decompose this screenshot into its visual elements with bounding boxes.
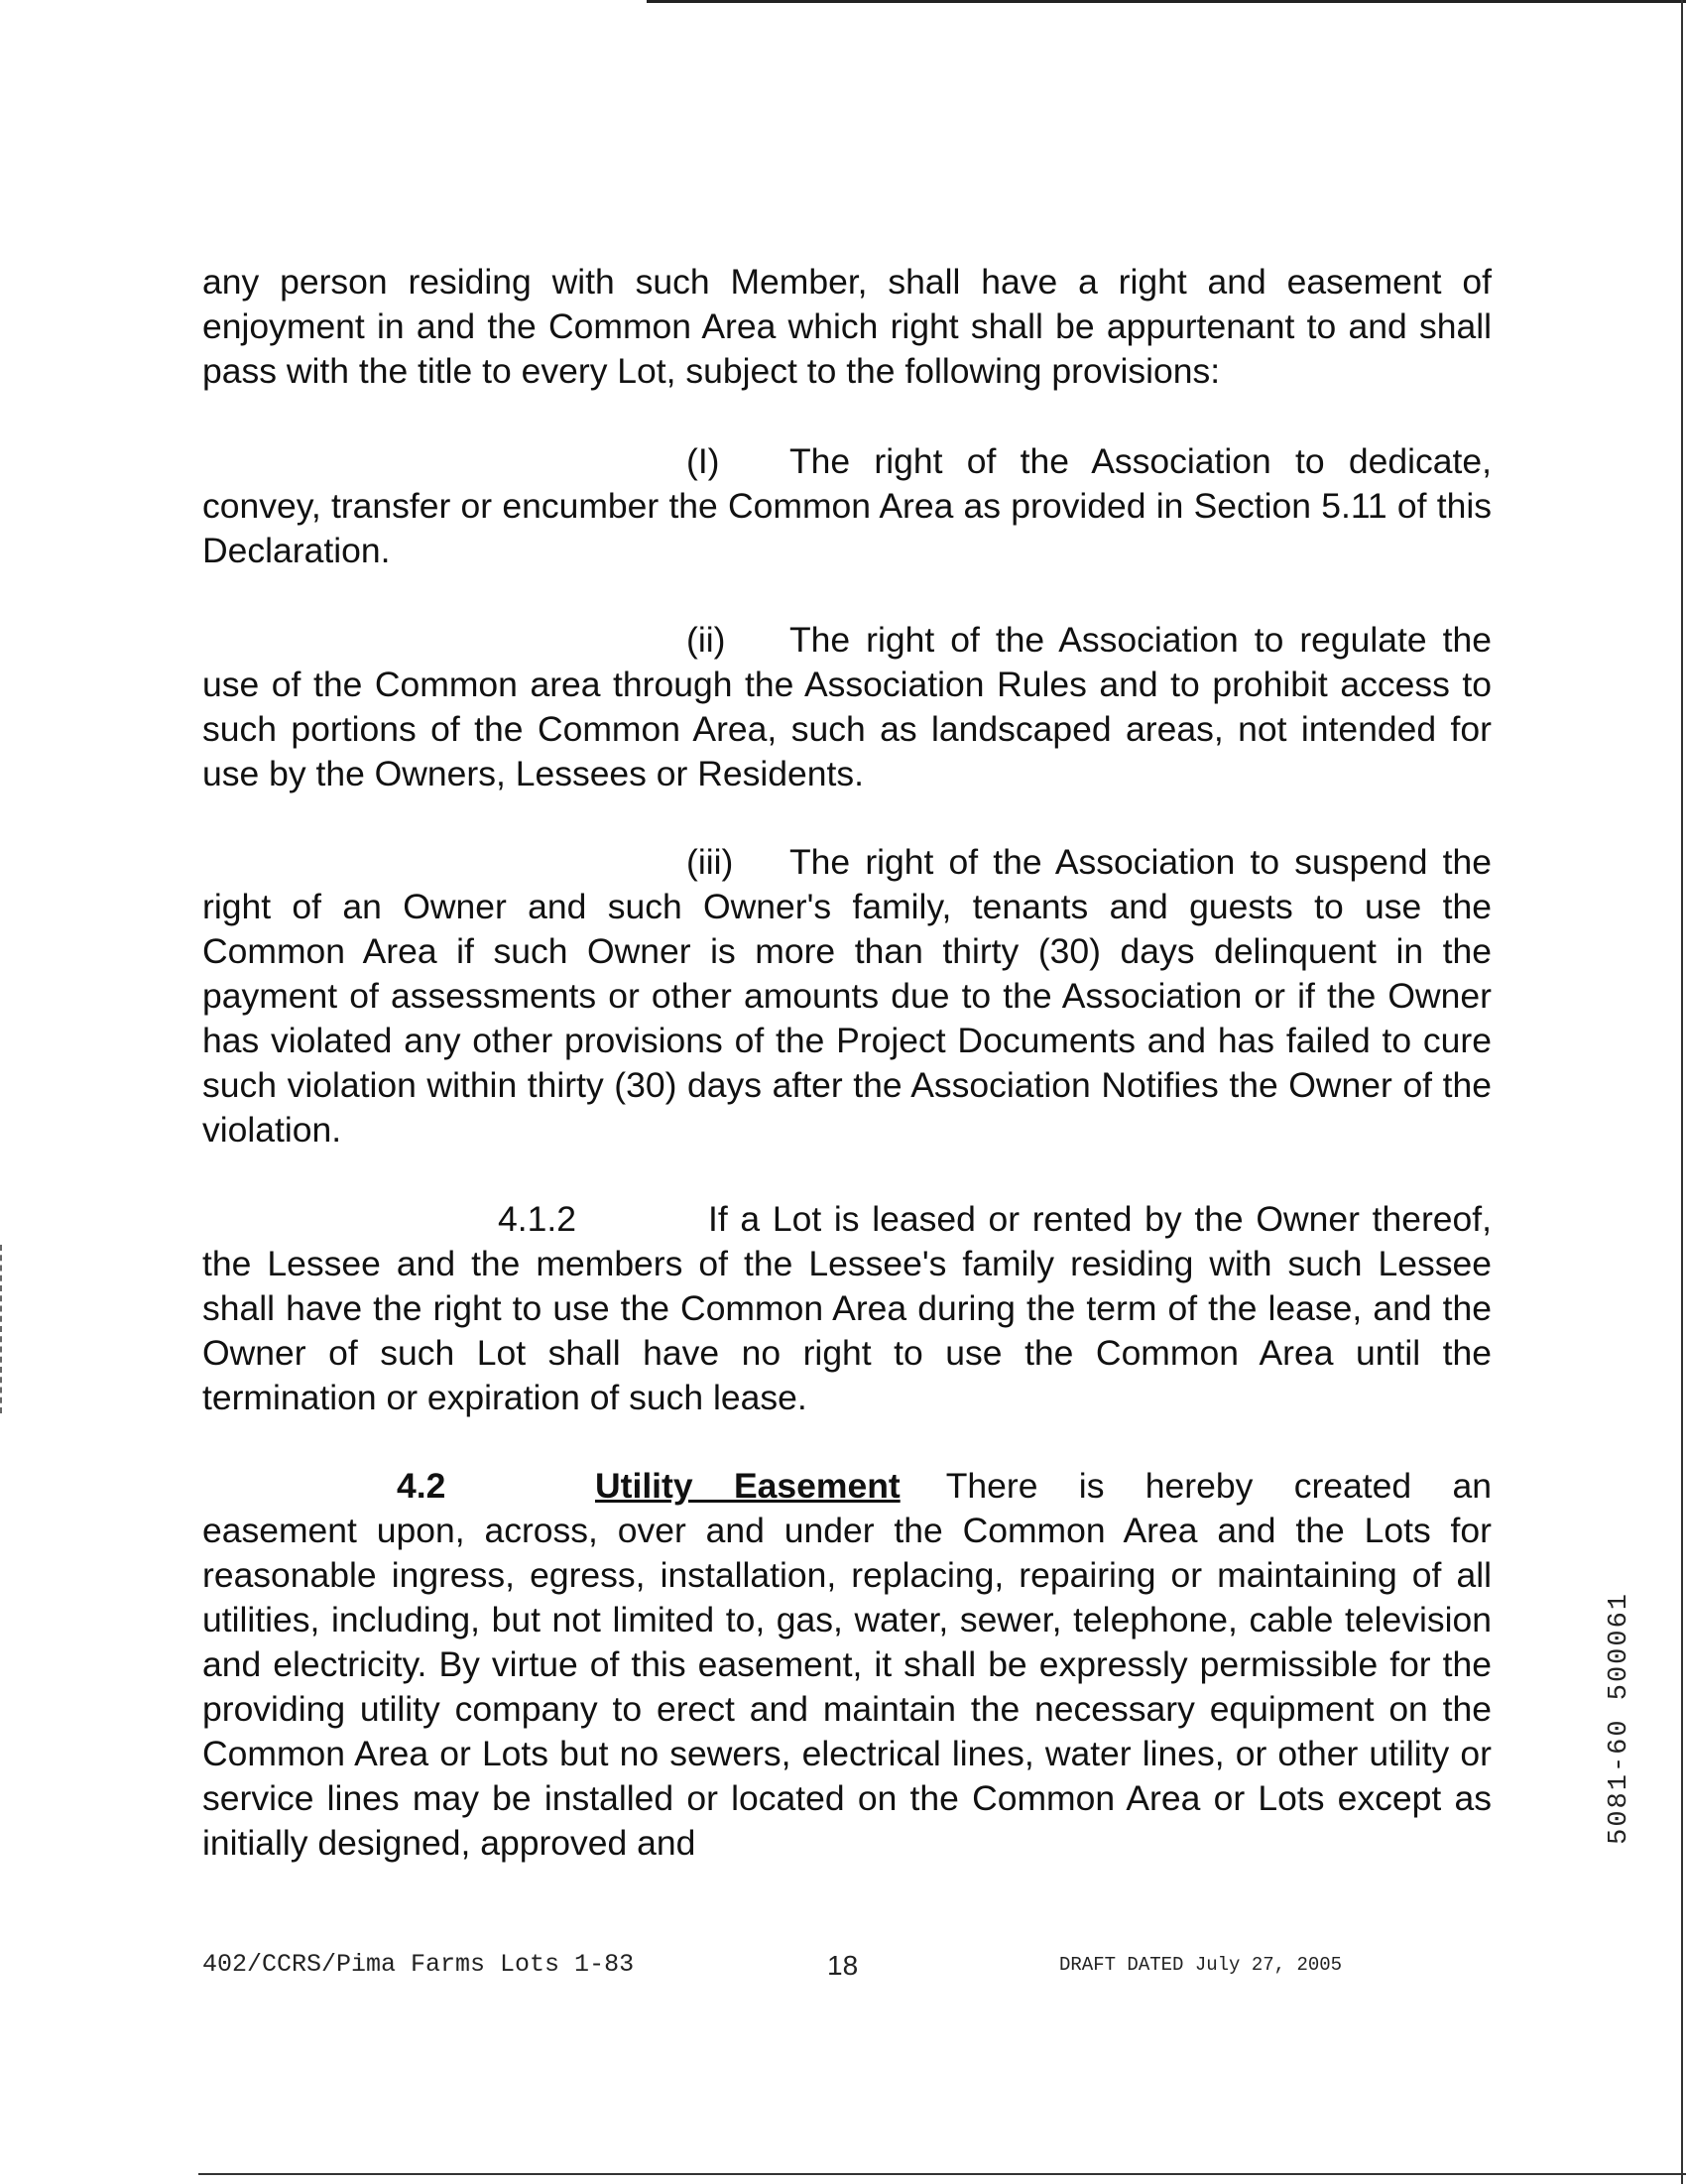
footer-document-ref: 402/CCRS/Pima Farms Lots 1-83 (202, 1950, 635, 1979)
section-4-1-2-number: 4.1.2 (498, 1199, 576, 1239)
provision-i (202, 439, 1492, 573)
section-4-2 (202, 1464, 1492, 1866)
footer-draft-date: DRAFT DATED July 27, 2005 (1059, 1954, 1343, 1976)
intro-paragraph (202, 260, 1492, 394)
section-4-2-title: Utility Easement (595, 1466, 901, 1506)
footer-page-number: 18 (827, 1950, 859, 1981)
section-4-2-number: 4.2 (397, 1466, 446, 1506)
provision-iii-marker: (iii) (686, 842, 734, 882)
section-4-2-text: There is hereby created an easement upon, across, over and under the Common Area and the Lots for reasonable ingress, egress, installation, replacing, repairing or maintaining of all utilities, including, but not limited to, gas, water, sewer, telephone, cable television and electricity. By virtue of this easement, it shall be expressly permissible for the providing utility company to erect and maintain the necessary equipment on the Common Area or Lots but no sewers, electrical lines, water lines, or other utility or service lines may be installed or located on the Common Area or Lots except as initially designed, approved and (202, 1466, 1492, 1863)
provision-iii-text: The right of the Association to suspend the right of an Owner and such Owner's family, tenants and guests to use the Common Area if such Owner is more than thirty (30) days delinquent in the payment of assessments or other amounts due to the Association or if the Owner has violated any other provisions of the Project Documents and has failed to cure such violation within thirty (30) days after the Association Notifies the Owner of the violation. (202, 842, 1492, 1150)
provision-ii-text: The right of the Association to regulate the use of the Common area through the Association Rules and to prohibit access to such portions of the Common Area, such as landscaped areas, not intended for use by the Owners, Lessees or Residents. (202, 620, 1492, 793)
provision-ii-marker: (ii) (686, 620, 726, 660)
side-bates-stamp: 5081-60 500061 (1605, 1592, 1634, 1845)
provision-i-text: The right of the Association to dedicate, convey, transfer or encumber the Common Area as provided in Section 5.11 of this Declaration. (202, 441, 1492, 570)
top-border-line (647, 0, 1686, 3)
section-4-1-2 (202, 1197, 1492, 1420)
provision-ii (202, 618, 1492, 796)
intro-text: any person residing with such Member, shall have a right and easement of enjoyment in and the Common Area which right shall be appurtenant to and shall pass with the title to every Lot, subject to the following provisions: (202, 262, 1492, 391)
right-border-line (1681, 0, 1683, 2184)
bottom-border-line (198, 2173, 1686, 2175)
section-4-1-2-text: If a Lot is leased or rented by the Owner thereof, the Lessee and the members of the Lessee's family residing with such Lessee shall have the right to use the Common Area during the term of the lease, and the Owner of such Lot shall have no right to use the Common Area until the termination or expiration of such lease. (202, 1199, 1492, 1417)
provision-iii (202, 840, 1492, 1153)
page-footer (202, 1950, 1492, 1990)
provision-i-marker: (I) (686, 441, 720, 481)
left-edge-scan-marks (0, 1245, 5, 1413)
